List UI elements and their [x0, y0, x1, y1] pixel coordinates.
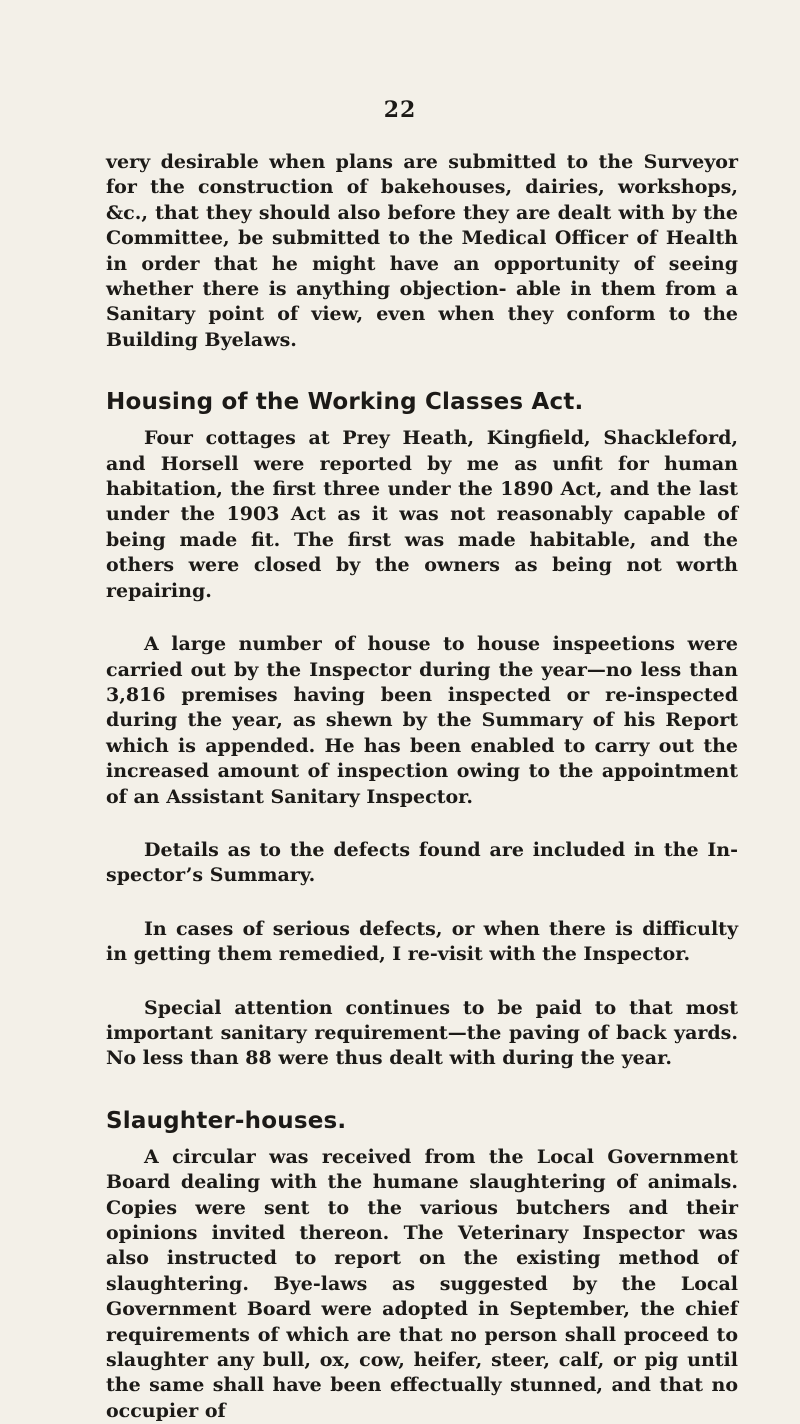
- housing-paragraph-2: A large number of house to house inspeetions were carried out by the Inspector during the year—no less than 3,816 premises having been inspected or re-inspected during the year, as shewn by the Summary of his Report which is appended. He has been enabled to carry out the increased amount of inspection owing to the appointment of an Assistant Sanitary Inspector.: [106, 633, 738, 808]
- slaughter-paragraph: A circular was received from the Local Government Board dealing with the humane slaughtering of animals. Copies were sent to the various butchers and their opinions invited thereon. The Veterinary Inspector was also instructed to report on the existing method of slaughtering. Bye-laws as suggested by the Local Government Board were adopted in September, the chief requirements of which are that no person shall proceed to slaughter any bull, ox, cow, heifer, steer, calf, or pig until the same shall have been effectually stunned, and that no occupier of: [106, 1145, 738, 1422]
- intro-paragraph: very desirable when plans are submitted to the Surveyor for the construction of bakehouses, dairies, workshops, &c., that they should also before they are dealt with by the Committee, be submitted to the Medical Officer of Health in order that he might have an opportunity of seeing whether there is anything objection- able in them from a Sanitary point of view, even when they conform to the Building Byelaws.: [106, 151, 738, 351]
- page-number: 22: [383, 97, 417, 123]
- housing-paragraph-4: In cases of serious defects, or when there is difficulty in getting them remedied, I re-visit with the Inspector.: [106, 917, 738, 966]
- housing-heading: Housing of the Working Classes Act.: [106, 389, 584, 416]
- slaughter-heading: Slaughter-houses.: [106, 1107, 347, 1134]
- page-body: [106, 150, 738, 1424]
- housing-paragraph-5: Special attention continues to be paid to that most important sanitary requirement—the paving of back yards. No less than 88 were thus dealt with during the year.: [106, 996, 738, 1070]
- housing-paragraph-3: Details as to the defects found are included in the In- spector’s Summary.: [106, 838, 738, 887]
- housing-paragraph-1: Four cottages at Prey Heath, Kingfield, Shackleford, and Horsell were reported by me as unfit for human habitation, the first three under the 1890 Act, and the last under the 1903 Act as it was not reasonably capable of being made fit. The first was made habitable, and the others were closed by the owners as being not worth repairing.: [106, 427, 738, 602]
